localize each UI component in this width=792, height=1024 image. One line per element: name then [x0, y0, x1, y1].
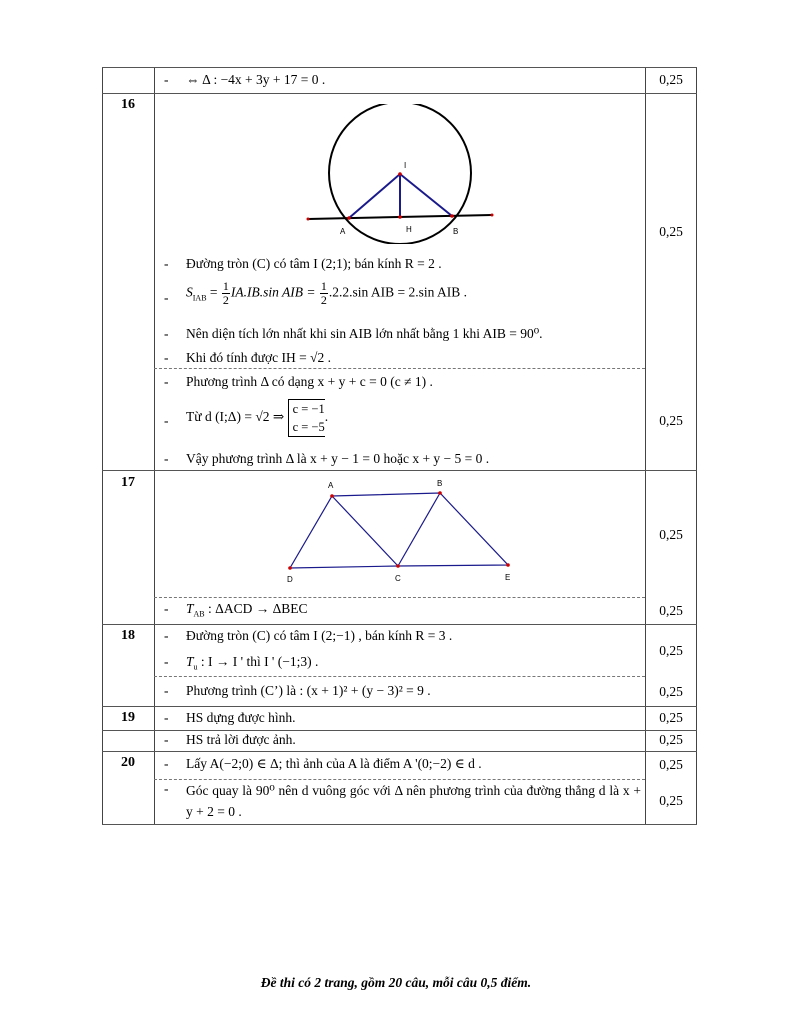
image-point-text: : I → I ' thì I ' (−1;3) .	[197, 654, 319, 669]
segment-ac	[332, 496, 398, 566]
answer-line: Góc quay là 90⁰ nên d vuông góc với Δ nên phương trình của đường thẳng d là x + y + 2 = 0 .	[186, 783, 641, 819]
question-number: 20	[121, 755, 135, 770]
list-marker: -	[164, 710, 169, 725]
equals-sign: =	[206, 284, 221, 300]
area-formula-part: .2.2.sin AIB = 2.sin AIB .	[328, 284, 468, 300]
outline-polygon	[290, 493, 508, 568]
table-divider-num	[154, 67, 155, 825]
translation-vector: u	[193, 662, 198, 672]
line-end-left	[307, 218, 310, 221]
question-number: 19	[121, 710, 135, 725]
answer-line: Đường tròn (C) có tâm I (2;1); bán kính R = 2 .	[186, 256, 442, 271]
score-value: 0,25	[659, 757, 683, 772]
subrow-divider-18	[154, 676, 645, 677]
score-value: 0,25	[659, 793, 683, 808]
period: .	[324, 409, 329, 425]
question-number: 18	[121, 628, 135, 643]
translation-vector: AB	[193, 609, 205, 619]
subrow-divider-17	[154, 597, 645, 598]
subrow-divider-16	[154, 368, 645, 369]
answer-line: Nên diện tích lớn nhất khi sin AIB lớn nhất bằng 1 khi AIB = 90⁰.	[186, 326, 543, 341]
answer-line-area	[186, 280, 467, 307]
answer-line: Phương trình Δ có dạng x + y + c = 0 (c ≠ 1) .	[186, 374, 433, 389]
answer-line: Lấy A(−2;0) ∈ Δ; thì ảnh của A là điểm A '(0;−2) ∈ d .	[186, 756, 482, 771]
translation-figure	[280, 479, 520, 589]
score-value: 0,25	[659, 413, 683, 428]
list-marker: -	[164, 374, 169, 389]
point-b	[438, 491, 442, 495]
row-divider-19	[102, 706, 697, 707]
label-b: B	[453, 227, 459, 236]
list-marker: -	[164, 326, 169, 341]
answer-line: Phương trình (C’) là : (x + 1)² + (y − 3)² = 9 .	[186, 683, 431, 698]
list-marker: -	[164, 781, 169, 796]
score-value: 0,25	[659, 603, 683, 618]
list-marker: -	[164, 756, 169, 771]
point-a	[347, 216, 351, 220]
answer-line: HS trả lời được ảnh.	[186, 732, 296, 747]
answer-line-translation	[186, 601, 308, 619]
point-i	[398, 172, 402, 176]
table-border-top	[102, 67, 697, 68]
answer-table	[102, 67, 697, 825]
answer-line-image	[186, 654, 318, 672]
circle-figure	[300, 104, 500, 244]
label-c: C	[395, 574, 401, 583]
point-e	[506, 563, 510, 567]
fraction-numerator: 1	[320, 279, 327, 293]
list-marker: -	[164, 628, 169, 643]
answer-line: Đường tròn (C) có tâm I (2;−1) , bán kính R = 3 .	[186, 628, 453, 643]
list-marker: -	[164, 601, 169, 616]
segment-bc	[398, 493, 440, 566]
list-marker: -	[164, 451, 169, 466]
point-b	[450, 214, 454, 218]
subrow-divider-19	[102, 730, 697, 731]
row-divider-18	[102, 624, 697, 625]
translation-symbol: T	[186, 601, 194, 616]
area-subscript: IAB	[192, 293, 207, 303]
list-marker: -	[164, 413, 169, 428]
point-d	[288, 566, 292, 570]
case-option: c = −5	[292, 420, 325, 434]
label-b: B	[437, 479, 443, 488]
answer-line: Vậy phương trình Δ là x + y − 1 = 0 hoặc x + y − 5 = 0 .	[186, 451, 490, 466]
case-option: c = −1	[292, 402, 325, 416]
fraction-half	[222, 280, 230, 307]
fraction-denominator: 2	[320, 293, 327, 307]
page-footer: Đề thi có 2 trang, gồm 20 câu, mỗi câu 0,5 điểm.	[260, 975, 532, 990]
answer-line: HS dựng được hình.	[186, 710, 296, 725]
row-divider-17	[102, 470, 697, 471]
area-formula-part: IA.IB.sin AIB =	[230, 284, 319, 300]
point-c	[396, 564, 400, 568]
label-h: H	[406, 225, 412, 234]
fraction-half	[320, 280, 328, 307]
list-marker: -	[164, 350, 169, 365]
answer-line-distance	[186, 399, 328, 437]
list-marker: -	[164, 732, 169, 747]
question-number: 16	[121, 97, 135, 112]
point-h	[398, 215, 402, 219]
case-bracket	[288, 399, 325, 437]
label-i: I	[404, 161, 407, 170]
line-end-right	[491, 214, 494, 217]
translation-symbol: T	[186, 654, 194, 669]
table-border-bottom	[102, 824, 697, 825]
answer-line: Khi đó tính được IH = √2 .	[186, 350, 331, 365]
score-value: 0,25	[659, 684, 683, 699]
score-value: 0,25	[659, 732, 683, 747]
area-symbol: S	[186, 284, 193, 300]
question-number: 17	[121, 475, 135, 490]
list-marker: -	[164, 290, 169, 305]
row-divider-16	[102, 93, 697, 94]
fraction-numerator: 1	[222, 279, 229, 293]
score-value: 0,25	[659, 72, 683, 87]
translation-mapping: : ΔACD → ΔBEC	[204, 601, 308, 616]
score-value: 0,25	[659, 527, 683, 542]
label-d: D	[287, 575, 293, 584]
label-a: A	[340, 227, 346, 236]
score-value: 0,25	[659, 224, 683, 239]
row-divider-20	[102, 751, 697, 752]
list-marker: -	[164, 256, 169, 271]
score-value: 0,25	[659, 643, 683, 658]
list-marker: -	[164, 72, 169, 87]
label-a: A	[328, 481, 334, 490]
answer-line: ⇔ Δ : −4x + 3y + 17 = 0 .	[186, 72, 326, 87]
list-marker: -	[164, 683, 169, 698]
fraction-denominator: 2	[222, 293, 229, 307]
list-marker: -	[164, 654, 169, 669]
point-a	[330, 494, 334, 498]
distance-expression: Từ d (I;Δ) = √2 ⇒	[186, 409, 288, 425]
label-e: E	[505, 573, 511, 582]
score-value: 0,25	[659, 710, 683, 725]
